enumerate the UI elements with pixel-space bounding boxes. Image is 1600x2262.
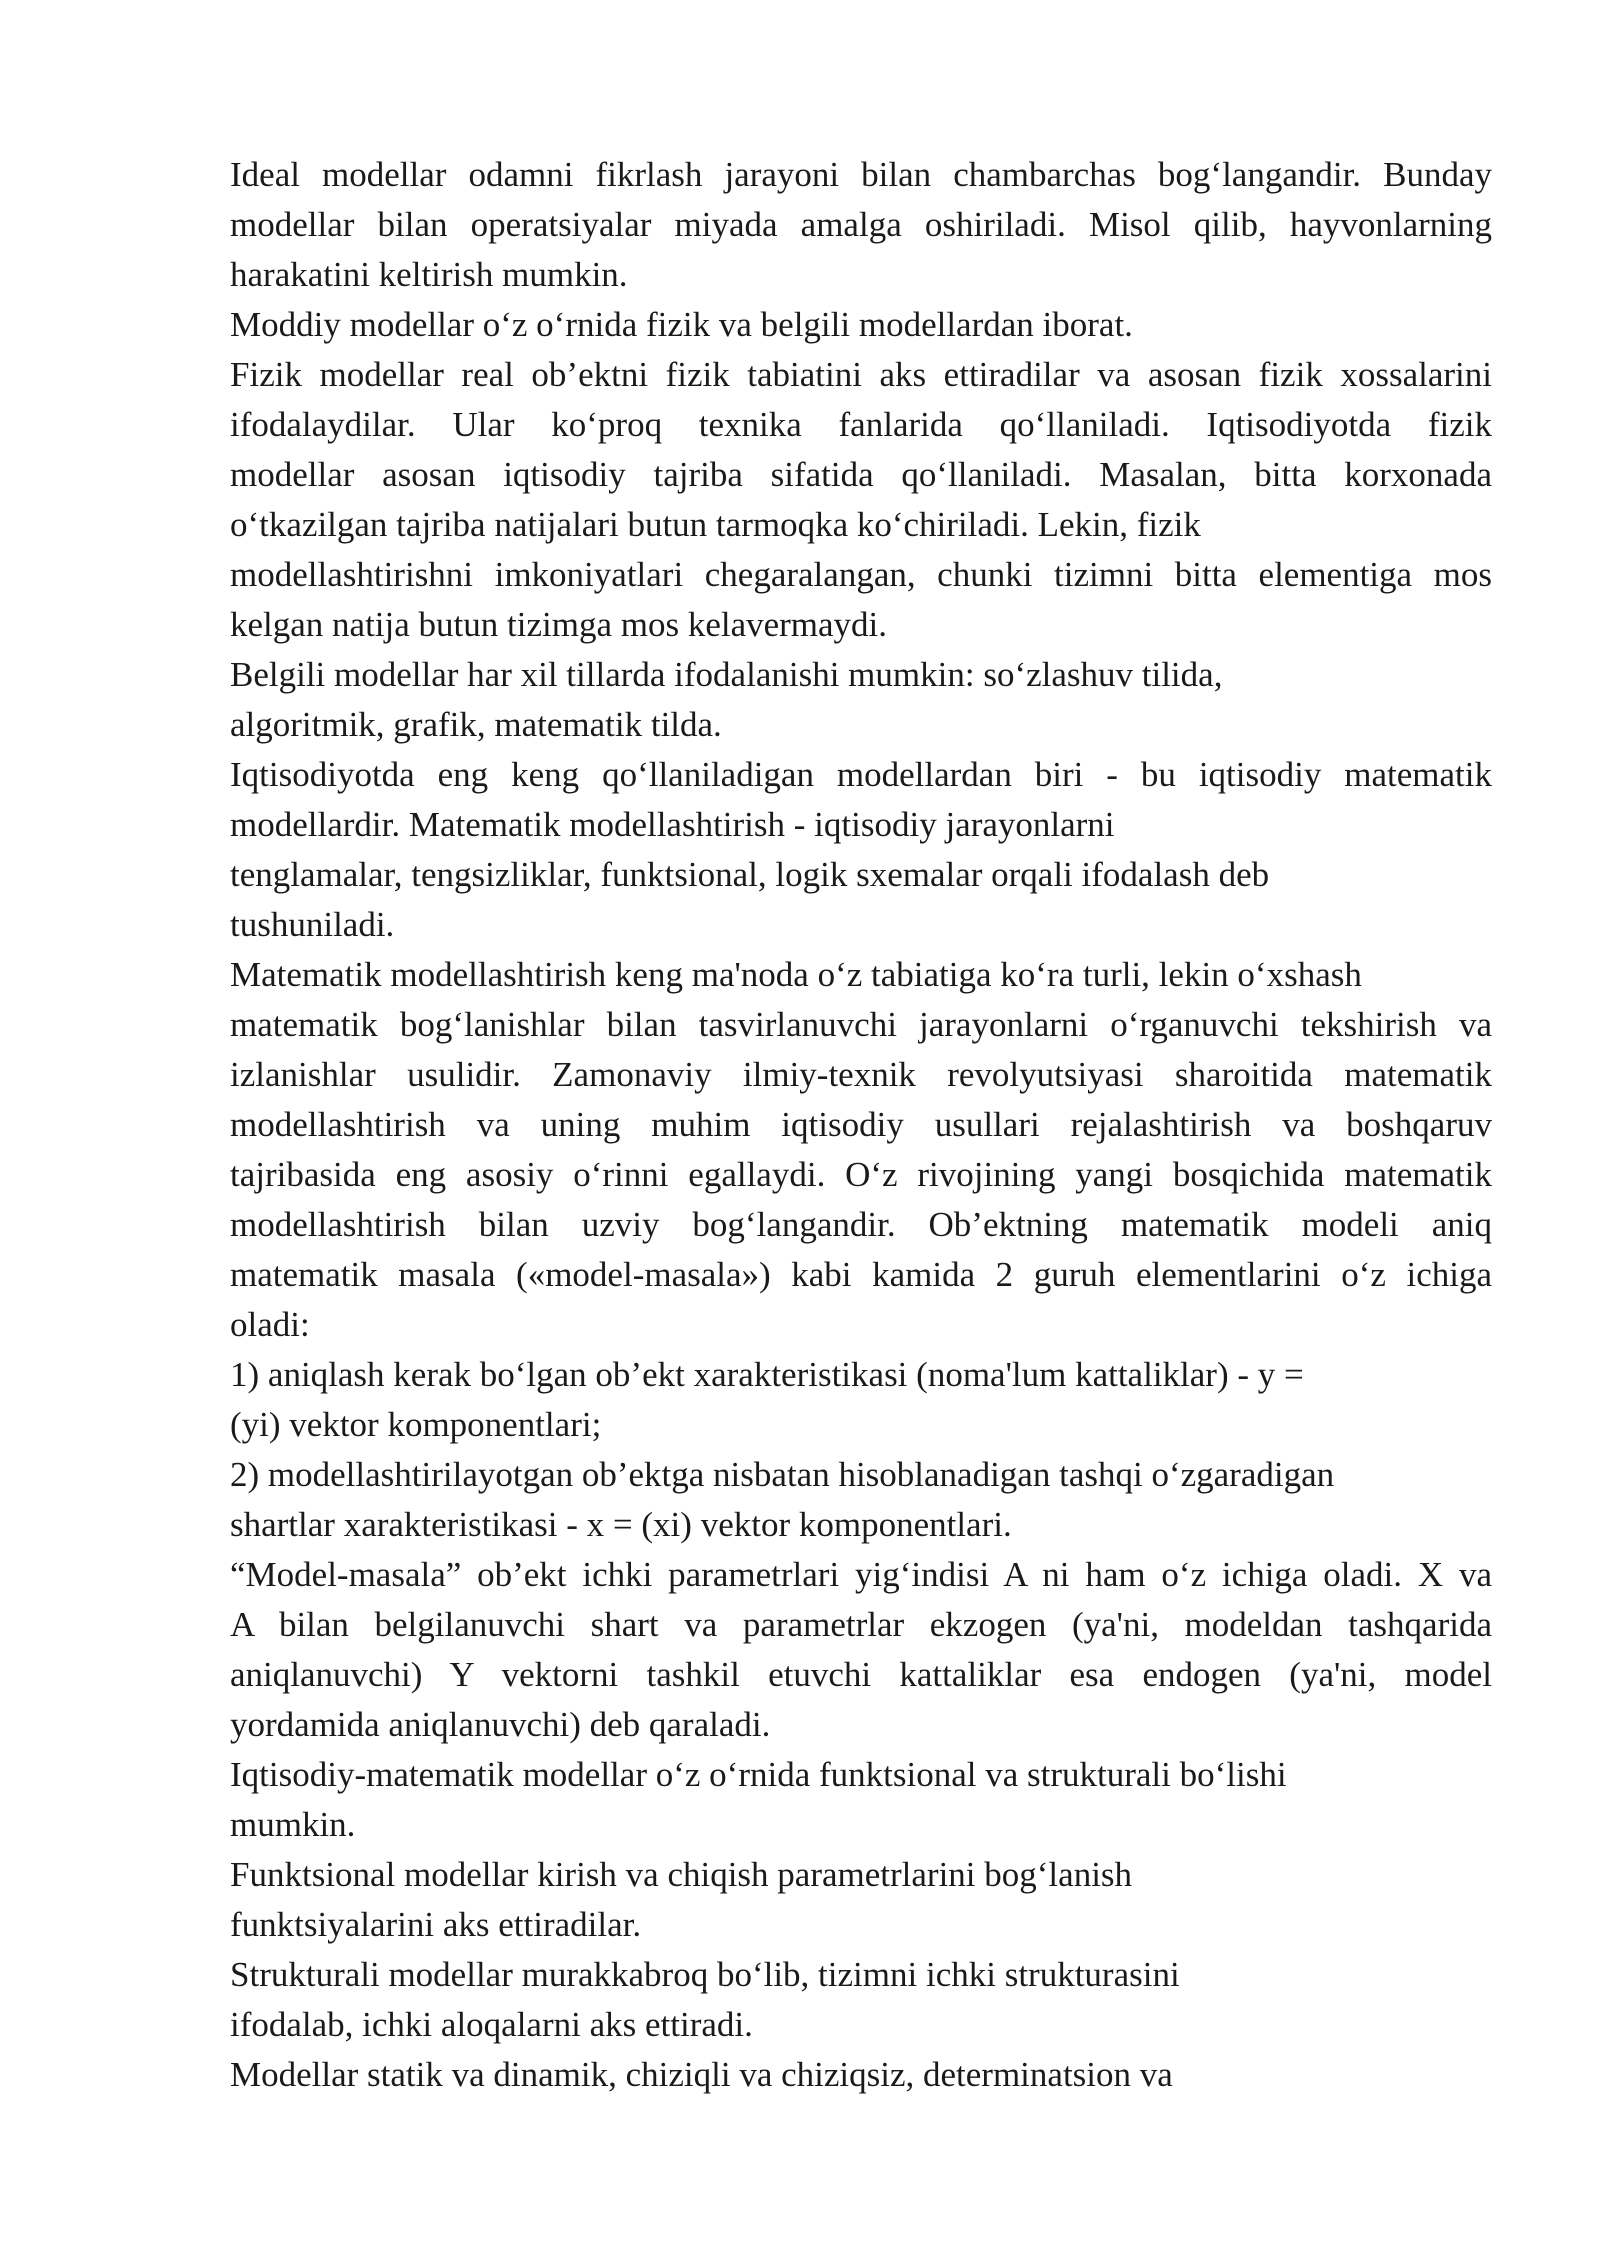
text-line: A bilan belgilanuvchi shart va parametrlar ekzogen (ya'ni, modeldan tashqarida	[230, 1605, 1492, 1644]
text-line: Funktsional modellar kirish va chiqish parametrlarini bog‘lanish	[230, 1855, 1133, 1894]
text-line: “Model-masala” ob’ekt ichki parametrlari yig‘indisi A ni ham o‘z ichiga oladi. X va	[230, 1555, 1492, 1594]
text-line: funktsiyalarini aks ettiradilar.	[230, 1905, 642, 1944]
text-line: shartlar xarakteristikasi - x = (xi) vektor komponentlari.	[230, 1505, 1012, 1544]
text-line: modellashtirish va uning muhim iqtisodiy usullari rejalashtirish va boshqaruv	[230, 1105, 1492, 1144]
document-body	[230, 150, 1492, 2100]
text-line: modellar bilan operatsiyalar miyada amalga oshiriladi. Misol qilib, hayvonlarning	[230, 205, 1492, 244]
text-line: 1) aniqlash kerak bo‘lgan ob’ekt xarakteristikasi (noma'lum kattaliklar) - y =	[230, 1355, 1304, 1394]
text-line: Iqtisodiy-matematik modellar o‘z o‘rnida funktsional va strukturali bo‘lishi	[230, 1755, 1287, 1794]
document-page	[230, 150, 1492, 2100]
text-line: matematik bog‘lanishlar bilan tasvirlanuvchi jarayonlarni o‘rganuvchi tekshirish va	[230, 1005, 1492, 1044]
text-line: o‘tkazilgan tajriba natijalari butun tarmoqka ko‘chiriladi. Lekin, fizik	[230, 505, 1201, 544]
text-line: 2) modellashtirilayotgan ob’ektga nisbatan hisoblanadigan tashqi o‘zgaradigan	[230, 1455, 1335, 1494]
text-line: tenglamalar, tengsizliklar, funktsional, logik sxemalar orqali ifodalash deb	[230, 855, 1270, 894]
text-line: tushuniladi.	[230, 905, 395, 944]
text-line: Strukturali modellar murakkabroq bo‘lib, tizimni ichki strukturasini	[230, 1955, 1180, 1994]
text-line: harakatini keltirish mumkin.	[230, 255, 628, 294]
text-line: ifodalab, ichki aloqalarni aks ettiradi.	[230, 2005, 753, 2044]
text-line: Iqtisodiyotda eng keng qo‘llaniladigan modellardan biri - bu iqtisodiy matematik	[230, 755, 1492, 794]
text-line: oladi:	[230, 1305, 310, 1344]
text-line: yordamida aniqlanuvchi) deb qaraladi.	[230, 1705, 771, 1744]
text-line: Belgili modellar har xil tillarda ifodalanishi mumkin: so‘zlashuv tilida,	[230, 655, 1223, 694]
text-line: modellar asosan iqtisodiy tajriba sifatida qo‘llaniladi. Masalan, bitta korxonada	[230, 455, 1492, 494]
text-line: Matematik modellashtirish keng ma'noda o‘z tabiatiga ko‘ra turli, lekin o‘xshash	[230, 955, 1362, 994]
text-line: algoritmik, grafik, matematik tilda.	[230, 705, 722, 744]
text-line: modellashtirish bilan uzviy bog‘langandir. Ob’ektning matematik modeli aniq	[230, 1205, 1492, 1244]
text-line: Ideal modellar odamni fikrlash jarayoni bilan chambarchas bog‘langandir. Bunday	[230, 155, 1492, 194]
text-line: (yi) vektor komponentlari;	[230, 1405, 602, 1444]
text-line: matematik masala («model-masala») kabi kamida 2 guruh elementlarini o‘z ichiga	[230, 1255, 1492, 1294]
text-line: ifodalaydilar. Ular ko‘proq texnika fanlarida qo‘llaniladi. Iqtisodiyotda fizik	[230, 405, 1492, 444]
text-line: modellashtirishni imkoniyatlari chegaralangan, chunki tizimni bitta elementiga mos	[230, 555, 1492, 594]
text-line: Modellar statik va dinamik, chiziqli va chiziqsiz, determinatsion va	[230, 2055, 1173, 2094]
text-line: izlanishlar usulidir. Zamonaviy ilmiy-texnik revolyutsiyasi sharoitida matematik	[230, 1055, 1492, 1094]
text-line: Fizik modellar real ob’ektni fizik tabiatini aks ettiradilar va asosan fizik xossalarini	[230, 355, 1492, 394]
text-line: mumkin.	[230, 1805, 356, 1844]
text-line: Moddiy modellar o‘z o‘rnida fizik va belgili modellardan iborat.	[230, 305, 1133, 344]
text-line: tajribasida eng asosiy o‘rinni egallaydi. O‘z rivojining yangi bosqichida matematik	[230, 1155, 1492, 1194]
text-line: kelgan natija butun tizimga mos kelavermaydi.	[230, 605, 888, 644]
text-line: modellardir. Matematik modellashtirish - iqtisodiy jarayonlarni	[230, 805, 1115, 844]
text-line: aniqlanuvchi) Y vektorni tashkil etuvchi kattaliklar esa endogen (ya'ni, model	[230, 1655, 1492, 1694]
